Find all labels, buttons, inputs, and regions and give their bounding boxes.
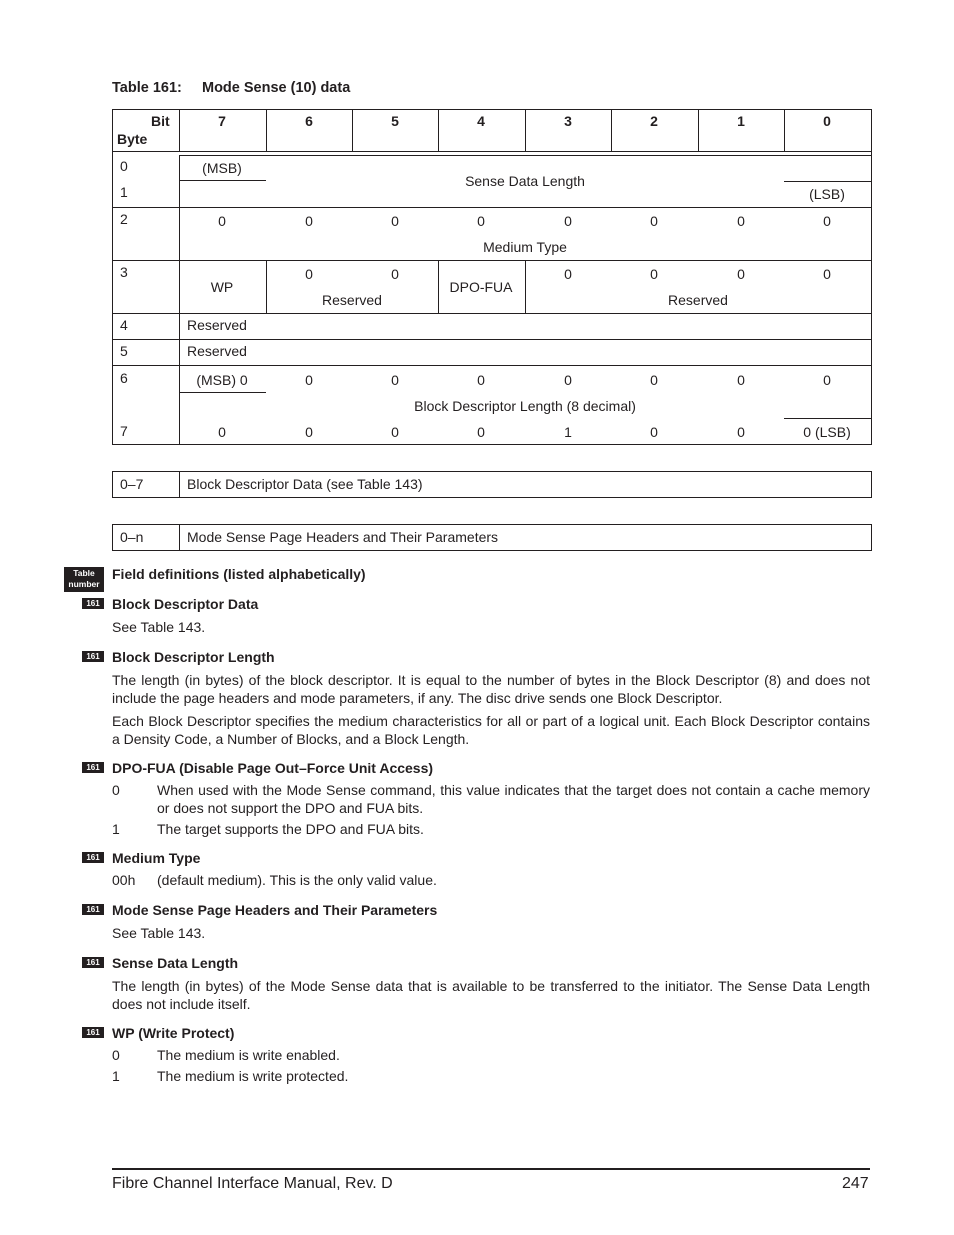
header-bit-label: Bit xyxy=(151,113,170,129)
bit-value: 0 xyxy=(305,424,313,440)
bit-value: 0 xyxy=(477,213,485,229)
page-number: 247 xyxy=(842,1175,869,1192)
bit-value: 0 xyxy=(391,213,399,229)
bit-value: 0 xyxy=(737,424,745,440)
byte-range: 0–n xyxy=(120,529,144,545)
byte-number: 6 xyxy=(120,370,128,386)
bit-header: 0 xyxy=(823,113,831,129)
bit-value: 0 xyxy=(391,266,399,282)
bit-value: 0 xyxy=(823,266,831,282)
bit-value: 0 xyxy=(564,372,572,388)
footer-manual-title: Fibre Channel Interface Manual, Rev. D xyxy=(112,1175,393,1192)
table-ref-badge: 161 xyxy=(82,904,104,915)
byte-number: 1 xyxy=(120,184,128,200)
block-descriptor-length-field: Block Descriptor Length (8 decimal) xyxy=(414,398,636,414)
medium-type-field: Medium Type xyxy=(483,239,567,255)
bit-header: 4 xyxy=(477,113,485,129)
table-ref-badge: 161 xyxy=(82,852,104,863)
bit-value: 0 xyxy=(218,213,226,229)
reserved-field: Reserved xyxy=(187,317,247,333)
byte-number: 2 xyxy=(120,211,128,227)
field-description: See Table 143. xyxy=(112,619,206,635)
bit-value: 0 xyxy=(650,424,658,440)
bit-header: 6 xyxy=(305,113,313,129)
bit-value: 0 xyxy=(823,213,831,229)
lsb-label: (LSB) xyxy=(809,186,845,202)
table-caption xyxy=(112,80,350,96)
bit-value: 0 xyxy=(823,372,831,388)
field-title: Block Descriptor Length xyxy=(112,649,275,665)
bit-value: 0 xyxy=(737,213,745,229)
table-ref-badge: 161 xyxy=(82,1027,104,1038)
field-title: Mode Sense Page Headers and Their Parameters xyxy=(112,902,438,918)
sense-data-length-field: Sense Data Length xyxy=(465,173,585,189)
value-code: 1 xyxy=(112,821,120,837)
mode-sense-page-headers-field: Mode Sense Page Headers and Their Parameters xyxy=(187,529,499,545)
table-ref-badge: 161 xyxy=(82,651,104,662)
bit-value: 0 xyxy=(477,424,485,440)
byte-number: 7 xyxy=(120,423,128,439)
footer-rule xyxy=(112,1168,870,1170)
reserved-field: Reserved xyxy=(322,292,382,308)
reserved-field: Reserved xyxy=(668,292,728,308)
field-definitions-heading: Field definitions (listed alphabetically) xyxy=(112,566,366,582)
bit-header: 7 xyxy=(218,113,226,129)
value-description: The medium is write enabled. xyxy=(157,1047,340,1063)
wp-field: WP xyxy=(210,279,234,295)
bit-value: 0 xyxy=(305,213,313,229)
field-description: The length (in bytes) of the Mode Sense data that is available to be transferred to the initiator. The Sense Data Length does not include itself. xyxy=(112,978,870,1012)
value-description: (default medium). This is the only valid value. xyxy=(157,872,437,888)
field-title: DPO-FUA (Disable Page Out–Force Unit Access) xyxy=(112,760,434,776)
bit-value: 0 xyxy=(477,372,485,388)
byte-number: 0 xyxy=(120,158,128,174)
value-code: 0 xyxy=(112,782,120,798)
table-ref-badge: 161 xyxy=(82,957,104,968)
table-ref-badge: 161 xyxy=(82,598,104,609)
bit-header: 2 xyxy=(650,113,658,129)
field-description: Each Block Descriptor specifies the medium characteristics for all or part of a logical unit. Each Block Descriptor contains a Density Code, a Number of Blocks, and a Block Length. xyxy=(112,713,870,747)
bit-value: 0 xyxy=(305,266,313,282)
bit-value: 0 xyxy=(737,372,745,388)
value-description: The medium is write protected. xyxy=(157,1068,349,1084)
byte-number: 5 xyxy=(120,343,128,359)
field-title: Sense Data Length xyxy=(112,955,239,971)
table-caption-title: Mode Sense (10) data xyxy=(202,80,351,96)
field-title: Block Descriptor Data xyxy=(112,596,259,612)
bit-header: 5 xyxy=(391,113,399,129)
bit-header: 3 xyxy=(564,113,572,129)
value-code: 00h xyxy=(112,872,136,888)
msb-bit-value: (MSB) 0 xyxy=(196,372,248,388)
field-title: Medium Type xyxy=(112,850,201,866)
field-description: The length (in bytes) of the block descriptor. It is equal to the number of bytes in the Block Descriptor (8) and does not include the page headers and mode parameters, if any. The disc drive sends one Block Descriptor. xyxy=(112,672,870,706)
bit-value: 0 xyxy=(391,424,399,440)
bit-value: 1 xyxy=(564,424,572,440)
table-number-tag: Table number xyxy=(64,567,104,592)
value-description: The target supports the DPO and FUA bits. xyxy=(157,821,424,837)
byte-number: 3 xyxy=(120,264,128,280)
bit-value: 0 xyxy=(650,266,658,282)
reserved-field: Reserved xyxy=(187,343,247,359)
block-descriptor-data-field: Block Descriptor Data (see Table 143) xyxy=(187,476,423,492)
bit-value: 0 xyxy=(218,424,226,440)
bit-value: 0 xyxy=(650,213,658,229)
bit-header: 1 xyxy=(737,113,745,129)
bit-value: 0 xyxy=(391,372,399,388)
value-code: 1 xyxy=(112,1068,120,1084)
byte-number: 4 xyxy=(120,317,128,333)
bit-value: 0 xyxy=(564,266,572,282)
msb-label: (MSB) xyxy=(202,160,242,176)
bit-value: 0 xyxy=(564,213,572,229)
bit-value: 0 xyxy=(305,372,313,388)
bit-value: 0 xyxy=(650,372,658,388)
header-byte-label: Byte xyxy=(117,131,148,147)
bit-value: 0 xyxy=(737,266,745,282)
lsb-bit-value: 0 (LSB) xyxy=(803,424,851,440)
table-caption-number: Table 161: xyxy=(112,80,182,96)
value-description: When used with the Mode Sense command, this value indicates that the target does not contain a cache memory or does not support the DPO and FUA bits. xyxy=(157,782,870,816)
field-title: WP (Write Protect) xyxy=(112,1025,235,1041)
table-ref-badge: 161 xyxy=(82,762,104,773)
field-description: See Table 143. xyxy=(112,925,206,941)
byte-range: 0–7 xyxy=(120,476,144,492)
dpo-fua-field: DPO-FUA xyxy=(449,279,513,295)
value-code: 0 xyxy=(112,1047,120,1063)
